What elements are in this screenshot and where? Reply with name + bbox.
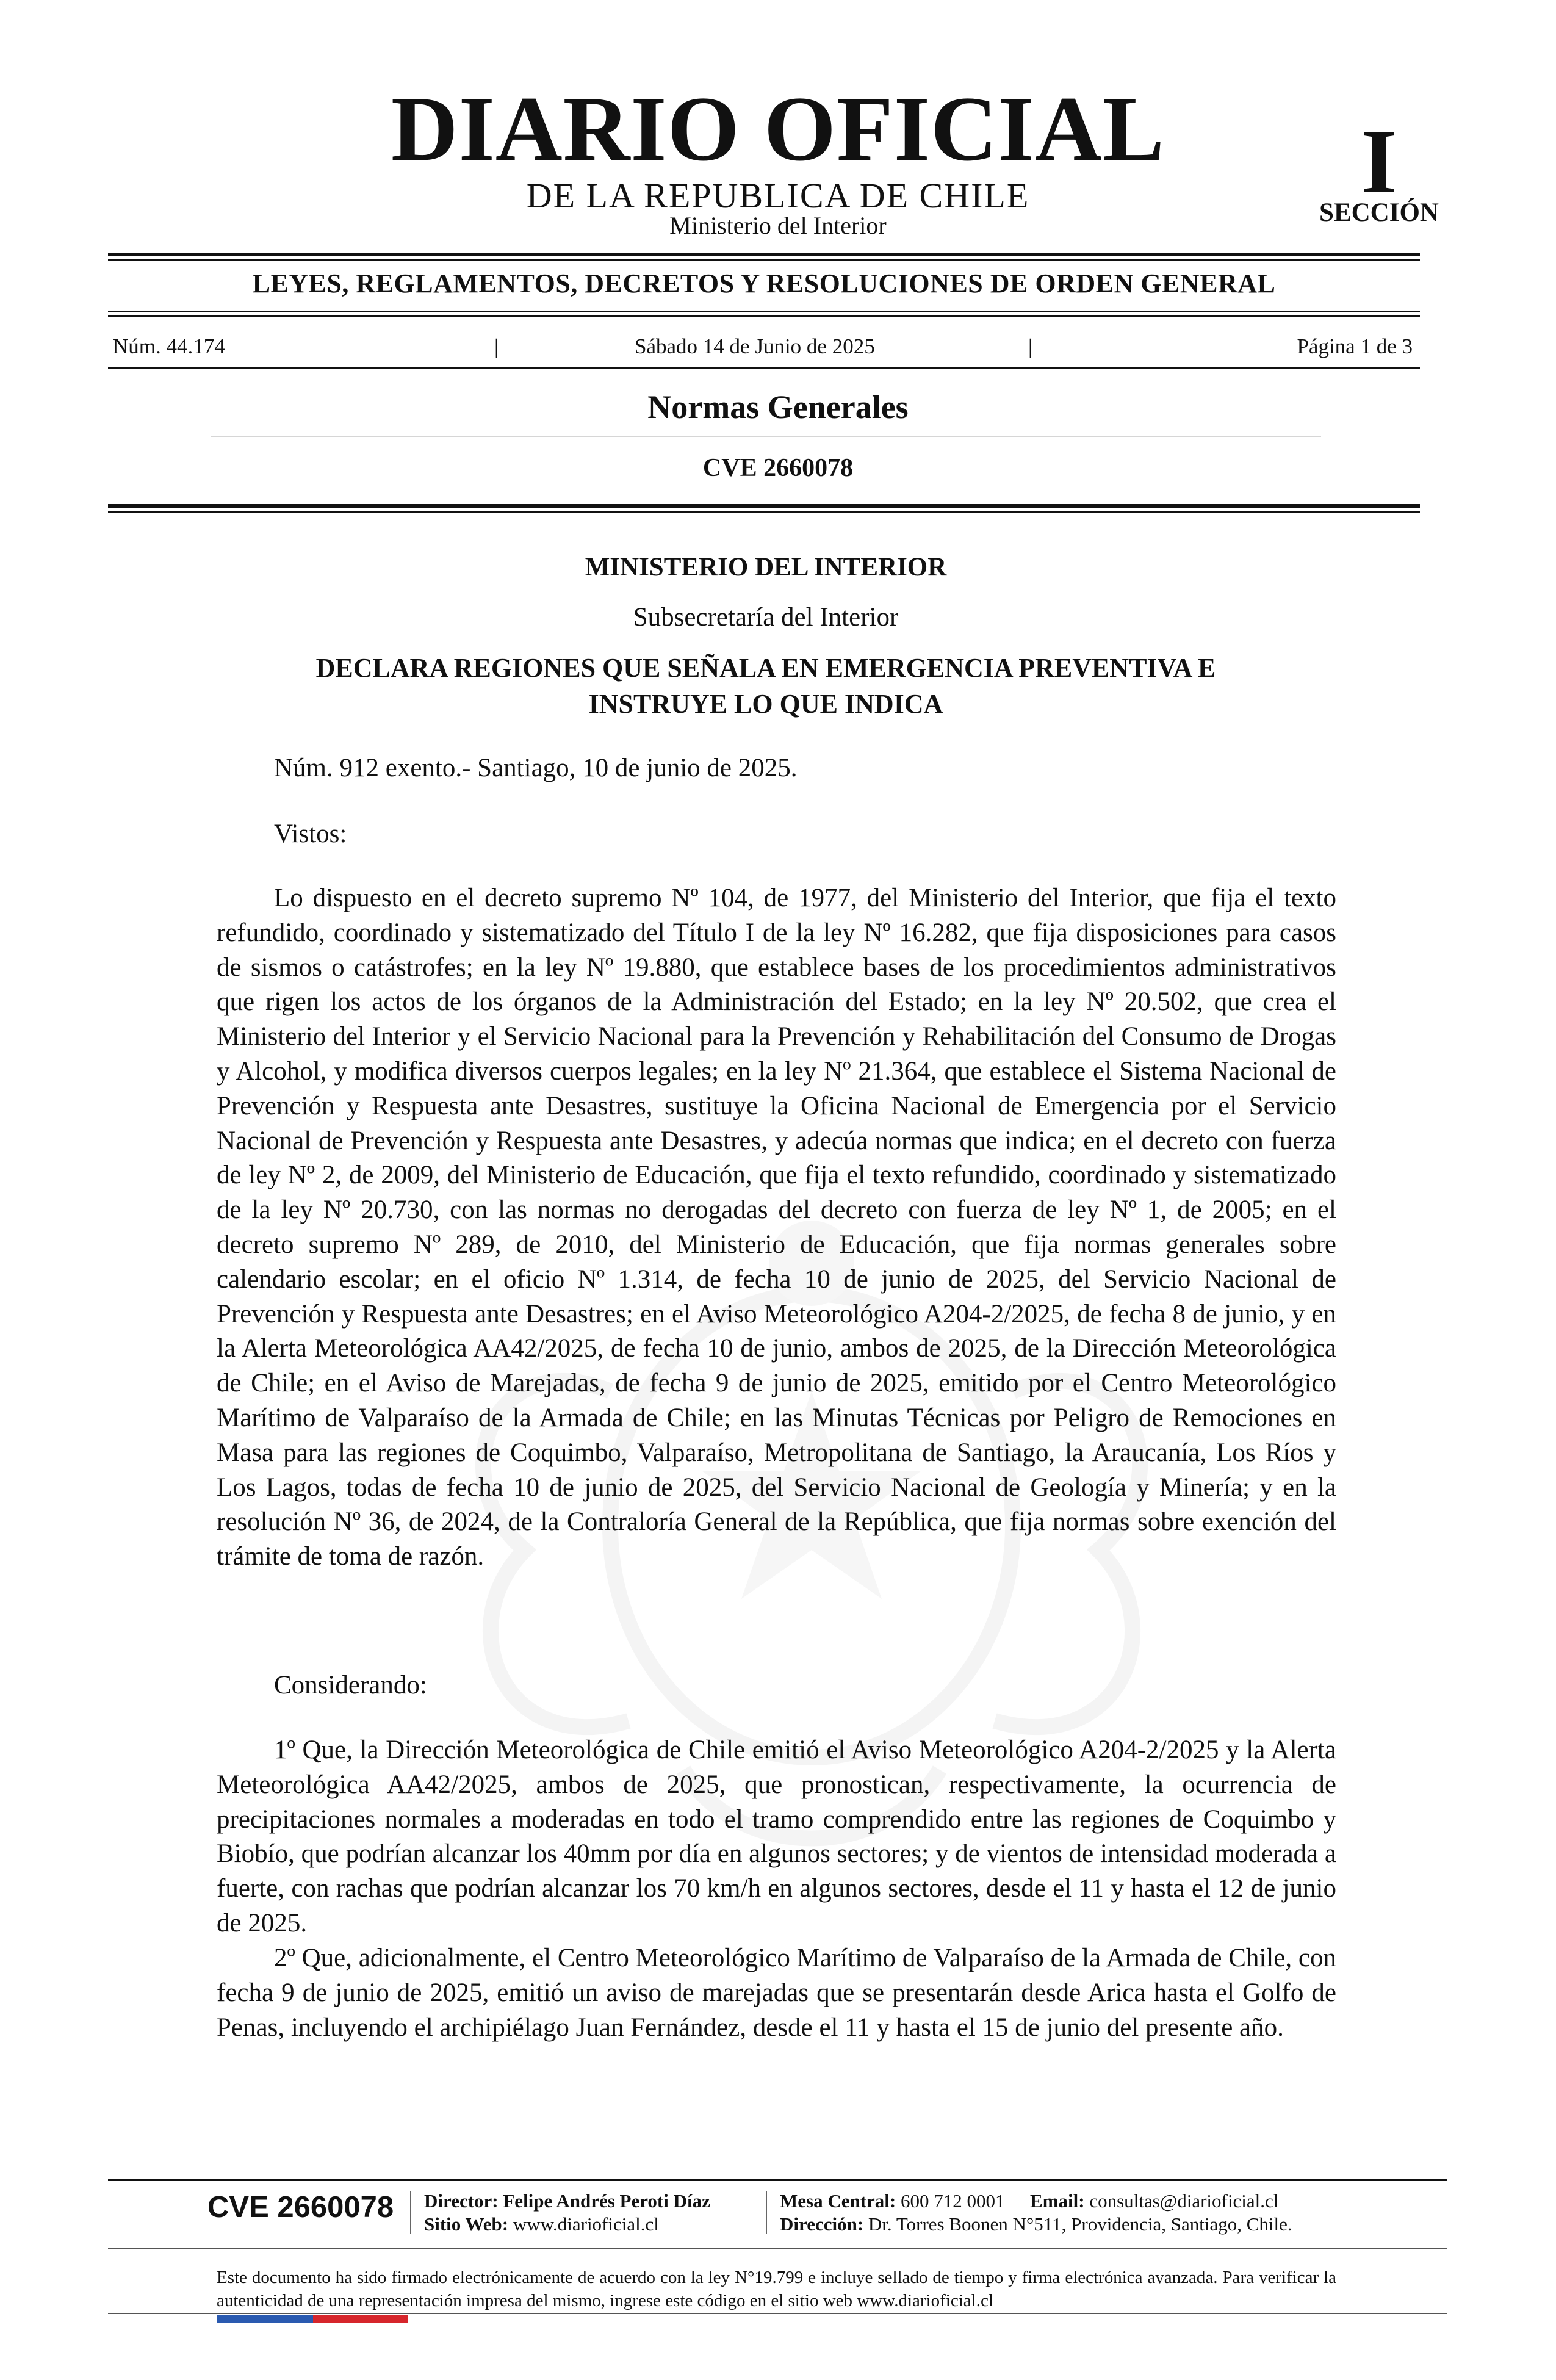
footer-address	[780, 2213, 1292, 2236]
considerando-heading: Considerando:	[274, 1671, 427, 1700]
email-link[interactable]: consultas@diarioficial.cl	[1089, 2190, 1279, 2212]
footer-separator	[766, 2191, 767, 2234]
website-link[interactable]: www.diarioficial.cl	[513, 2213, 659, 2235]
header-rule-middle-thick	[108, 315, 1420, 317]
legal-notice: Este documento ha sido firmado electrónicamente de acuerdo con la ley N°19.799 e incluye sellado de tiempo y firma electrónica avanzada. Para verificar la autenticidad de una representación impresa del mismo, ingrese este código en el sitio web www.diarioficial.cl	[217, 2268, 1336, 2310]
norm-category: Normas Generales	[647, 389, 909, 425]
footer-rule-bottom	[108, 2248, 1447, 2249]
footer-rule-top	[108, 2179, 1447, 2181]
newspaper-title: DIARIO OFICIAL	[391, 78, 1165, 180]
email-label: Email:	[1030, 2190, 1085, 2212]
decree-title: DECLARA REGIONES QUE SEÑALA EN EMERGENCIA PREVENTIVA E INSTRUYE LO QUE INDICA	[315, 653, 1216, 719]
vistos-heading: Vistos:	[274, 820, 347, 848]
flag-stripe-blue	[217, 2315, 313, 2323]
director-name: Felipe Andrés Peroti Díaz	[503, 2190, 710, 2212]
issue-info-bar	[113, 334, 1413, 359]
phone-number: 600 712 0001	[901, 2190, 1005, 2212]
page-number: Página 1 de 3	[1297, 334, 1413, 358]
issue-separator: |	[494, 334, 499, 358]
section-label: SECCIÓN	[1319, 198, 1439, 227]
newspaper-ministry: Ministerio del Interior	[669, 212, 887, 239]
header-rule-top	[108, 253, 1420, 256]
footer-director	[424, 2190, 710, 2213]
footer-rule-final	[108, 2313, 1447, 2314]
footer-contact	[780, 2190, 1278, 2213]
document-type-heading: LEYES, REGLAMENTOS, DECRETOS Y RESOLUCIONES DE ORDEN GENERAL	[252, 269, 1276, 298]
section-rule-thin	[108, 511, 1420, 513]
newspaper-subtitle: DE LA REPUBLICA DE CHILE	[526, 176, 1030, 215]
director-label: Director:	[424, 2190, 499, 2212]
footer-separator	[410, 2191, 411, 2234]
website-label: Sitio Web:	[424, 2213, 509, 2235]
considerando-paragraph-1: 1º Que, la Dirección Meteorológica de Chile emitió el Aviso Meteorológico A204-2/2025 y la Alerta Meteorológica AA42/2025, ambos de 2025, que pronostican, respectivamente, la ocurrencia de precipitaciones normales a moderadas en todo el tramo comprendido entre las regiones de Coquimbo y Biobío, que podrían alcanzar los 40mm por día en algunos sectores; y de vientos de intensidad moderada a fuerte, con rachas que podrían alcanzar los 70 km/h en algunos sectores, desde el 11 y hasta el 12 de junio de 2025.	[217, 1736, 1336, 1938]
footer-website	[424, 2213, 659, 2236]
vistos-paragraph: Lo dispuesto en el decreto supremo Nº 104, de 1977, del Ministerio del Interior, que fija el texto refundido, coordinado y sistematizado del Título I de la ley Nº 16.282, que fija disposiciones para casos de sismos o catástrofes; en la ley Nº 19.880, que establece bases de los procedimientos administrativos que rigen los actos de los órganos de la Administración del Estado; en la ley Nº 20.502, que crea el Ministerio del Interior y el Servicio Nacional para la Prevención y Rehabilitación del Consumo de Drogas y Alcohol, y modifica diversos cuerpos legales; en la ley Nº 21.364, que establece el Sistema Nacional de Prevención y Respuesta ante Desastres, sustituye la Oficina Nacional de Emergencia por el Servicio Nacional de Prevención y Respuesta ante Desastres, y adecúa normas que indica; en el decreto con fuerza de ley Nº 2, de 2009, del Ministerio de Educación, que fija el texto refundido, coordinado y sistematizado de la ley Nº 20.730, con las normas no derogadas del decreto con fuerza de ley Nº 1, de 2005; en el decreto supremo Nº 289, de 2010, del Ministerio de Educación, que fija normas generales sobre calendario escolar; en el oficio Nº 1.314, de fecha 10 de junio de 2025, del Servicio Nacional de Prevención y Respuesta ante Desastres; en el Aviso Meteorológico A204-2/2025, de fecha 8 de junio, y en la Alerta Meteorológica AA42/2025, de fecha 10 de junio, ambos de 2025, de la Dirección Meteorológica de Chile; en el Aviso de Marejadas, de fecha 9 de junio de 2025, emitido por el Centro Meteorológico Marítimo de Valparaíso de la Armada de Chile; en las Minutas Técnicas por Peligro de Remociones en Masa para las regiones de Coquimbo, Valparaíso, Metropolitana de Santiago, la Araucanía, Los Ríos y Los Lagos, todas de fecha 10 de junio de 2025, del Servicio Nacional de Geología y Minería; y en la resolución Nº 36, de 2024, de la Contraloría General de la República, que fija normas sobre exención del trámite de toma de razón.	[217, 884, 1336, 1571]
header-rule-top-thin	[108, 259, 1420, 261]
address-label: Dirección:	[780, 2213, 864, 2235]
considerando-paragraph-2: 2º Que, adicionalmente, el Centro Meteorológico Marítimo de Valparaíso de la Armada de Chile, con fecha 9 de junio de 2025, emitió un aviso de marejadas que se presentarán desde Arica hasta el Golfo de Penas, incluyendo el archipiélago Juan Fernández, desde el 11 y hasta el 15 de junio del presente año.	[217, 1944, 1336, 2042]
issue-separator: |	[1028, 334, 1033, 358]
category-divider	[211, 436, 1321, 437]
footer-cve-code: CVE 2660078	[207, 2191, 394, 2224]
decree-number-line: Núm. 912 exento.- Santiago, 10 de junio de 2025.	[274, 754, 798, 782]
issue-bar-rule	[108, 367, 1420, 369]
cve-code: CVE 2660078	[702, 454, 854, 482]
phone-label: Mesa Central:	[780, 2190, 896, 2212]
header-rule-middle	[108, 311, 1420, 312]
flag-stripe-red	[313, 2315, 408, 2323]
issue-number: Núm. 44.174	[113, 334, 225, 358]
issue-date: Sábado 14 de Junio de 2025	[635, 334, 875, 358]
decree-ministry: MINISTERIO DEL INTERIOR	[585, 553, 947, 582]
decree-subsecretariat: Subsecretaría del Interior	[633, 603, 899, 632]
section-rule-thick	[108, 504, 1420, 508]
address-value: Dr. Torres Boonen N°511, Providencia, Santiago, Chile.	[868, 2213, 1292, 2235]
section-number: I	[1361, 111, 1397, 212]
